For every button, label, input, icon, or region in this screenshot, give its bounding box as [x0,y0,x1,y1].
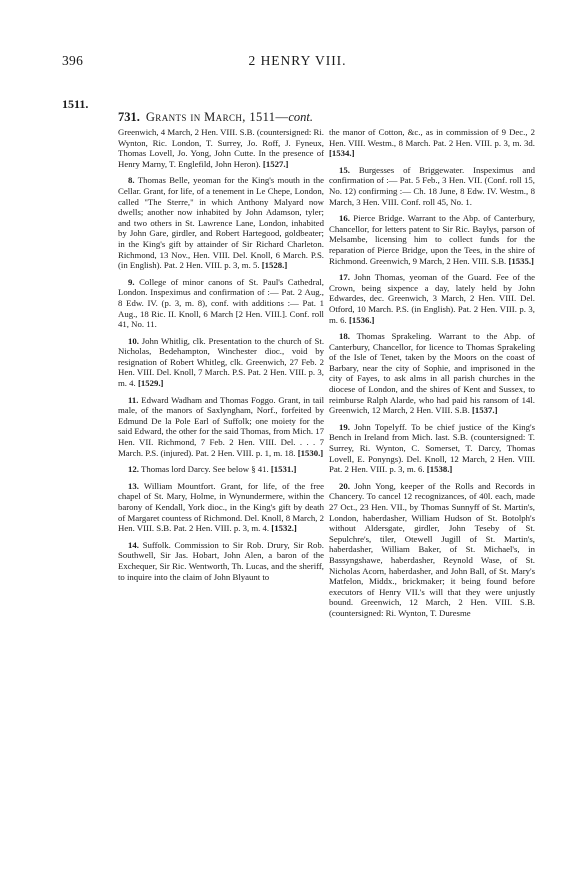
entry-text: Pierce Bridge. Warrant to the Abp. of Canterbury, Chancellor, for letters patent to Sir Ric. Baylys, parson of Melsambe, licensing him to collect funds for the reparation of Pierce Bridge, upon the Tees, in the shire of Richmond. Greenwich, 9 March, 2 Hen. VIII. S.B. [329,213,535,266]
entry [118,277,324,330]
entry [118,481,324,534]
section-heading [118,110,313,125]
entry-text: Burgesses of Briggewater. Inspeximus and confirmation of :— Pat. 5 Feb., 3 Hen. VII. (Conf. roll 15, No. 12) confirming :— Ch. 18 June, 8 Edw. IV. Westm., 8 March, 3 Hen. VIII. Conf. roll 45, No. 1. [329,164,535,207]
entry-text: William Mountfort. Grant, for life, of the free chapel of St. Mary, Holme, in Wynundermere, within the barony of Kendall, York dioc., in the King's gift by death of Margaret countess of Richmond. Del. Knoll, 8 March, 2 Hen. VIII. S.B. Pat. 2 Hen. VIII. p. 3, m. 4. [118,480,324,534]
entry-text: Thomas lord Darcy. See below § 41. [140,464,269,475]
entry [118,464,324,475]
entry [118,127,324,169]
entry-number: 10. [128,335,139,346]
entry-text: Greenwich, 4 March, 2 Hen. VIII. S.B. (countersigned: Ri. Wynton, Ric. London, T. Surrey, Jo. Roff, J. Fyneux, Thomas Lovell, Jo. Yong, John Cutte. In the presence of Henry Marny, T. Englefild, John Heron). [118,127,324,169]
entry-text: Thomas Sprakeling. Warrant to the Abp. of Canterbury, Chancellor, for licence to Thomas Sprakeling of the Isle of Tenet, taken by the Moors on the coast of Barbary, near the city of Sophie, and imprisoned in the city of Fayes, to ask alms in all parish churches in the diocese of London, and the shires of Kent and Sussex, to reimburse Ralph Alarde, who had paid his ransom of 14l. Greenwich, 12 March, 2 Hen. VIII. S.B. [329,331,535,416]
entry-number: 12. [128,464,139,475]
entry-number: 11. [128,394,139,405]
page-number: 396 [62,53,84,68]
entry-number: 9. [128,276,135,287]
entry-number: 15. [339,164,350,175]
entry-number: 14. [128,539,139,550]
year-marker: 1511. [62,97,89,111]
entry-number: 17. [339,272,350,283]
section-title: Grants in March, 1511— [145,110,289,124]
right-column [329,127,535,625]
entry-text: College of minor canons of St. Paul's Cathedral, London. Inspeximus and confirmation of :— Pat. 2 Aug., 8 Edw. IV. (p. 3, m. 8), conf. with additions :— Pat. 1 Aug., 18 Ric. II. Knoll, 6 March [2 Hen. VIII.]. Conf. roll 41, No. 11. [118,276,324,330]
section-cont: cont. [288,110,314,124]
entry [329,481,535,619]
entry [118,175,324,270]
entry [329,331,535,416]
running-head: 2 HENRY VIII. [248,53,347,68]
entry-number: 8. [128,175,135,186]
entry-text: Thomas Belle, yeoman for the King's mouth in the Cellar. Grant, for life, of a tenement in Le Chepe, London, called "The Sterre," in which Anthony Malyard now dwells; another now inhabited by John Adamson, tyler; and two others in St. Lawrence Lane, London, inhabited by John Gare, girdler, and Robert Hartegood, goldbeater; in the King's gift by attainder of Sir Richard Charleton. Richmond, 13 Nov., Hen. VIII. Del. Knoll, 6 March. P.S. (in English). Pat. 2 Hen. VIII. p. 3, m. 5. [118,175,324,271]
entry-reference: [1538.] [426,464,453,475]
entry [118,395,324,459]
entry-number: 20. [339,480,350,491]
entry-text: the manor of Cotton, &c., as in commission of 9 Dec., 2 Hen. VIII. Westm., 8 March. Pat. 2 Hen. VIII. p. 3, m. 3d. [329,127,535,148]
entry [329,127,535,159]
entry-number: 16. [339,213,350,224]
entry-reference: [1529.] [137,378,164,389]
entry-number: 18. [339,331,350,342]
entry-reference: [1536.] [348,314,375,325]
entry-text: John Topelyff. To be chief justice of the King's Bench in Ireland from Mich. last. S.B. (countersigned: T. Surrey, Ri. Wynton, C. Somerset, T. Darcy, Thomas Lovell, E. Ponyngs). Del. Knoll, 12 March, 2 Hen. VIII. Pat. 2 Hen. VIII. p. 3, m. 6. [329,421,535,475]
entry-number: 13. [128,480,139,491]
entry-text: Edward Wadham and Thomas Foggo. Grant, in tail male, of the manors of Saxlyngham, Norf., forfeited by Edmund De la Pole Earl of Suffolk; one moiety for the said Edward, the other for the said Thomas, from Mich. 17 Hen. VII. Richmond, 7 Feb. 2 Hen. VIII. Del. . . . 7 March. P.S. (injured). Pat. 2 Hen. VIII. p. 1, m. 18. [118,394,325,458]
left-column [118,127,324,588]
entry-number: 19. [339,421,350,432]
entry-reference: [1528.] [261,260,288,271]
entry-text: John Thomas, yeoman of the Guard. Fee of the Crown, being sixpence a day, lately held by John Edwardes, dec. Greenwich, 3 March, 2 Hen. VIII. Del. Otford, 10 March. P.S. (in English). Pat. 2 Hen. VIII. p. 3, m. 6. [329,272,535,325]
entry [118,336,324,389]
entry [329,272,535,325]
entry-reference: [1527.] [262,158,289,169]
section-number: 731. [118,110,140,124]
entry [329,422,535,475]
entry-text: Suffolk. Commission to Sir Rob. Drury, Sir Rob. Southwell, Sir Jas. Hobart, John Alen, a baron of the Exchequer, Sir Ric. Wentworth, Th. Lucas, and the sheriff, to inquire into the claim of John Blyaunt to [118,539,324,582]
entry-text: John Yong, keeper of the Rolls and Records in Chancery. To cancel 12 recognizances, of 40l. each, made 27 Oct., 23 Hen. VII., by Thomas Sunnyff of St. Martin's, London, haberdasher, William Hudson of St. Botolph's without Aldersgate, girdler, John Teseby of St. Sepulchre's, tiler, Otewell Jugill of St. Martin's, haberdasher, William Baker, of St. Michael's, in Bassyngshawe, haberdasher, Reynold Wase, of St. Nicholas Acorn, haberdasher, and John Ball, of St. Mary's Matfelon, Middx., brickmaker; it being found before executors of Henry VII.'s will that they were unjustly bound. Greenwich, 12 March, 2 Hen. VIII. S.B. (countersigned: Ri. Wynton, T. Duresme [329,480,535,618]
entry [329,165,535,207]
entry-reference: [1530.] [297,447,324,458]
entry-reference: [1537.] [471,405,498,416]
entry-text: John Whitlig, clk. Presentation to the church of St. Nicholas, Bedehampton, Winchester dioc., void by resignation of Robert Whitleg, clk. Greenwich, 27 Feb. 2 Hen. VIII. Del. Knoll, 7 March. P.S. Pat. 2 Hen. VIII. p. 3, m. 4. [118,335,325,389]
entry-reference: [1531.] [270,464,297,475]
entry-reference: [1535.] [508,255,534,266]
entry-reference: [1532.] [271,523,297,534]
watermark [0,280,18,475]
entry [118,540,324,582]
entry [329,213,535,266]
entry-reference: [1534.] [329,148,355,159]
